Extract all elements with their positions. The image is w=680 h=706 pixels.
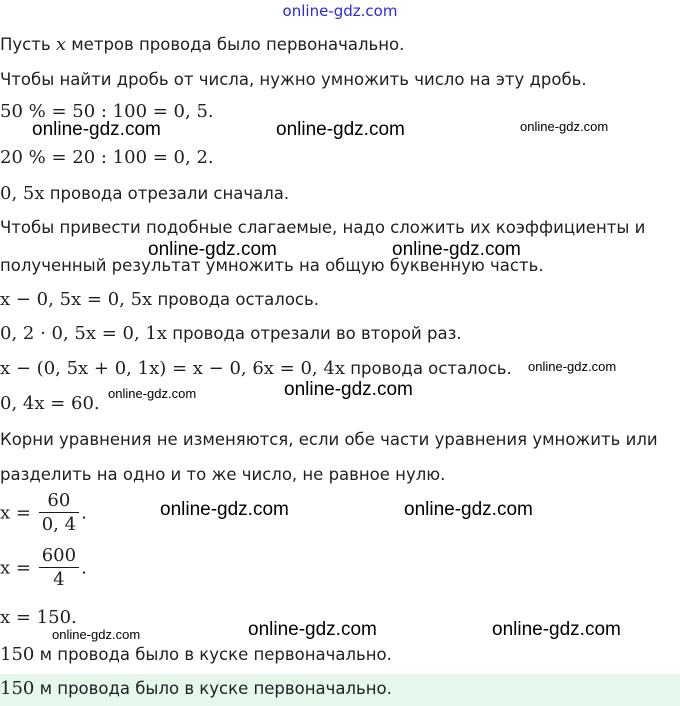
line-remaining-1 (0, 289, 319, 310)
line-50-percent: 50 % = 50 : 100 = 0, 5. (0, 101, 214, 122)
period: . (81, 502, 87, 524)
watermark: online-gdz.com (148, 239, 277, 260)
text: провода осталось. (152, 290, 319, 309)
line-rule-equation-1: Корни уравнения не изменяются, если обе части уравнения умножить или (0, 430, 658, 449)
text: метров провода было первоначально. (65, 35, 405, 54)
answer-text (0, 678, 392, 699)
watermark: online-gdz.com (160, 499, 289, 520)
numerator: 60 (47, 490, 71, 511)
line-solve-step-2 (0, 545, 87, 592)
line-equation: 0, 4x = 60. (0, 393, 100, 414)
watermark: online-gdz.com (528, 359, 617, 374)
period: . (81, 557, 87, 579)
denominator: 4 (39, 567, 79, 592)
text: провода отрезали во второй раз. (167, 324, 462, 343)
watermark: online-gdz.com (492, 619, 621, 640)
line-solve-step-1 (0, 490, 87, 537)
variable-x: x (55, 34, 66, 55)
lhs: x = (0, 502, 31, 524)
line-rule-like-terms-2: полученный результат умножить на общую буквенную часть. (0, 256, 544, 275)
line-conclusion (0, 644, 392, 665)
fraction (39, 490, 79, 537)
answer-number: 150 (0, 678, 35, 699)
watermark: online-gdz.com (276, 119, 405, 140)
text: провода отрезали сначала. (44, 184, 290, 203)
line-second-cut (0, 323, 462, 344)
watermark: online-gdz.com (248, 619, 377, 640)
denominator: 0, 4 (39, 512, 79, 537)
line-rule-equation-2: разделить на одно и то же число, не равное нулю. (0, 465, 446, 484)
header-watermark: online-gdz.com (282, 2, 398, 20)
formula: 0, 2 · 0, 5x = 0, 1x (0, 323, 168, 344)
line-first-cut (0, 183, 289, 204)
line-result: x = 150. (0, 607, 77, 628)
formula: 0, 5x (0, 183, 45, 204)
formula: x − 0, 5x = 0, 5x (0, 289, 153, 310)
formula: x − (0, 5x + 0, 1x) = x − 0, 6x = 0, 4x (0, 358, 345, 379)
text: м провода было в куске первоначально. (34, 645, 392, 664)
text: провода осталось. (344, 359, 512, 378)
watermark: online-gdz.com (520, 119, 609, 134)
watermark: online-gdz.com (284, 379, 413, 400)
watermark: online-gdz.com (404, 499, 533, 520)
watermark: online-gdz.com (108, 386, 197, 401)
text: Пусть (0, 35, 56, 54)
answer-rest: м провода было в куске первоначально. (34, 679, 392, 698)
watermark: online-gdz.com (392, 239, 521, 260)
lhs: x = (0, 557, 31, 579)
line-rule-like-terms-1: Чтобы привести подобные слагаемые, надо сложить их коэффициенты и (0, 218, 646, 237)
watermark: online-gdz.com (52, 627, 141, 642)
formula: 150 (0, 644, 35, 665)
line-rule-fraction: Чтобы найти дробь от числа, нужно умножить число на эту дробь. (0, 70, 587, 89)
fraction (39, 545, 79, 592)
watermark: online-gdz.com (32, 119, 161, 140)
line-let-x (0, 34, 404, 55)
line-remaining-2 (0, 358, 512, 379)
numerator: 600 (41, 545, 77, 566)
line-20-percent: 20 % = 20 : 100 = 0, 2. (0, 147, 214, 168)
